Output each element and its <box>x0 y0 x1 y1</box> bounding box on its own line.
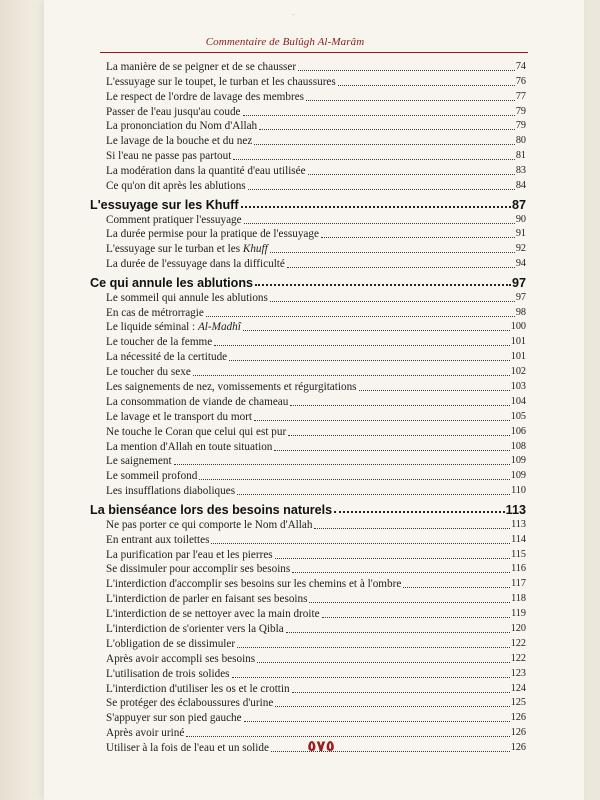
toc-entry-title <box>106 533 209 547</box>
toc-entry <box>104 439 526 454</box>
toc-entry-text: L'interdiction de s'orienter vers la Qibla <box>106 622 284 635</box>
toc-entry-text: Les saignements de nez, vomissements et régurgitations <box>106 381 357 393</box>
table-of-contents <box>90 59 526 755</box>
toc-entry-text: En cas de métrorragie <box>106 306 204 319</box>
dot-leader <box>243 115 515 116</box>
toc-entry-title <box>106 149 231 163</box>
toc-page-number: 109 <box>510 470 526 482</box>
toc-page-number: 98 <box>515 306 526 318</box>
toc-entry-text: L'interdiction de se nettoyer avec la main droite <box>106 608 320 621</box>
dot-leader <box>214 345 509 346</box>
dot-leader <box>309 602 510 603</box>
toc-page-number: 81 <box>515 150 526 162</box>
toc-entry-title <box>106 548 273 562</box>
toc-entry-text: S'appuyer sur son pied gauche <box>106 712 242 725</box>
toc-entry-text: La modération dans la quantité d'eau utilisée <box>106 165 306 178</box>
toc-entry-title <box>106 622 284 636</box>
toc-page-number: 113 <box>511 518 526 530</box>
toc-page-number: 101 <box>510 351 526 363</box>
dot-leader <box>244 721 510 722</box>
toc-entry-text: Le saignement <box>106 455 172 468</box>
toc-entry-title <box>106 711 242 725</box>
toc-entry-title <box>90 198 239 212</box>
dot-leader <box>229 360 510 361</box>
toc-entry-title <box>106 637 235 651</box>
toc-entry-text: L'obligation de se dissimuler <box>106 637 236 650</box>
dot-leader <box>254 144 515 145</box>
dot-leader <box>288 435 510 436</box>
toc-entry-text: L'essuyage sur le toupet, le turban et les chaussures <box>106 75 336 88</box>
dot-leader <box>211 543 510 544</box>
dot-leader <box>232 677 510 678</box>
toc-entry-text: Le toucher de la femme <box>106 336 213 349</box>
toc-entry <box>104 454 526 469</box>
toc-entry-title <box>106 90 304 104</box>
toc-page-number: 101 <box>510 336 526 348</box>
toc-entry-title <box>106 395 288 409</box>
dot-leader <box>334 511 505 513</box>
toc-page-number: 125 <box>510 697 526 709</box>
toc-entry <box>104 256 526 271</box>
toc-entry-title <box>106 682 290 696</box>
toc-page-number: 119 <box>511 608 526 620</box>
dot-leader <box>270 301 515 302</box>
toc-entry-text: Le respect de l'ordre de lavage des membres <box>106 90 305 103</box>
dot-leader <box>270 252 515 253</box>
toc-entry-text: Le toucher du sexe <box>106 366 191 379</box>
book-gutter <box>0 0 44 800</box>
toc-page-number: 77 <box>515 90 526 102</box>
dot-leader <box>233 159 514 160</box>
toc-entry-title <box>106 607 320 621</box>
toc-entry-title <box>106 562 290 576</box>
toc-entry-text: La consommation de viande de chameau <box>106 395 289 408</box>
toc-entry <box>104 379 526 394</box>
toc-entry-text: La purification par l'eau et les pierres <box>106 548 273 561</box>
toc-entry-text: Le lavage et le transport du mort <box>106 410 253 423</box>
toc-entry-text: Les insufflations diaboliques <box>106 485 236 498</box>
toc-entry-title <box>106 335 212 349</box>
toc-entry <box>104 681 526 696</box>
toc-entry-title <box>106 410 252 424</box>
toc-entry-title <box>90 503 332 517</box>
toc-entry <box>104 364 526 379</box>
toc-entry-italic-term: Al-Madhî <box>197 321 241 334</box>
toc-entry-title <box>106 518 312 532</box>
toc-entry-title <box>106 667 230 681</box>
toc-page-number: 79 <box>515 105 526 117</box>
toc-section-heading <box>90 193 526 212</box>
toc-entry-title <box>106 179 246 193</box>
toc-entry-title <box>106 134 252 148</box>
toc-entry-text: L'interdiction d'accomplir ses besoins sur les chemins et à l'ombre <box>106 578 402 591</box>
toc-entry <box>104 517 526 532</box>
toc-entry-title <box>106 164 306 178</box>
dot-leader <box>308 174 515 175</box>
toc-page-number: 115 <box>511 548 526 560</box>
toc-entry-text: L'interdiction d'utiliser les os et le crottin <box>106 682 290 695</box>
toc-page-number: 120 <box>510 622 526 634</box>
toc-entry <box>104 424 526 439</box>
toc-entry <box>104 178 526 193</box>
toc-page-number: 116 <box>511 563 526 575</box>
toc-page-number: 87 <box>511 197 526 212</box>
toc-page-number: 109 <box>510 455 526 467</box>
dot-leader <box>275 558 510 559</box>
toc-page-number: 90 <box>515 213 526 225</box>
toc-entry-text: La nécessité de la certitude <box>106 351 228 364</box>
toc-section-heading <box>90 498 526 517</box>
toc-page-number: 118 <box>511 593 526 605</box>
toc-page-number: 83 <box>515 165 526 177</box>
toc-entry-text: Le liquide séminal : <box>106 321 198 334</box>
toc-page-number: 126 <box>510 727 526 739</box>
toc-entry-text: Après avoir uriné <box>106 727 185 740</box>
dot-leader <box>321 237 515 238</box>
toc-entry-title <box>106 380 357 394</box>
toc-entry-title <box>106 105 241 119</box>
dot-leader <box>241 206 511 208</box>
toc-entry <box>104 241 526 256</box>
toc-page-number: 105 <box>510 410 526 422</box>
toc-entry-text: Si l'eau ne passe pas partout <box>106 150 232 163</box>
toc-entry <box>104 212 526 227</box>
dot-leader <box>286 632 510 633</box>
dot-leader <box>292 692 510 693</box>
toc-entry <box>104 394 526 409</box>
dot-leader <box>237 494 510 495</box>
dot-leader <box>275 706 509 707</box>
dot-leader <box>298 70 515 71</box>
header-rule <box>100 52 528 53</box>
toc-entry <box>104 621 526 636</box>
toc-entry-title <box>106 257 285 271</box>
toc-entry <box>104 305 526 320</box>
toc-entry-title <box>106 440 272 454</box>
toc-entry <box>104 89 526 104</box>
toc-page-number: 102 <box>510 366 526 378</box>
toc-entry-title <box>106 119 257 133</box>
toc-entry <box>104 227 526 242</box>
toc-entry <box>104 59 526 74</box>
toc-entry <box>104 606 526 621</box>
dot-leader <box>206 316 515 317</box>
dot-leader <box>199 479 509 480</box>
toc-entry-text: Le sommeil profond <box>106 470 198 483</box>
toc-section-heading <box>90 271 526 290</box>
toc-entry <box>104 119 526 134</box>
toc-entry-title <box>106 227 319 241</box>
toc-page-number: 79 <box>515 120 526 132</box>
toc-page-number: 117 <box>511 578 526 590</box>
toc-entry-text: L'utilisation de trois solides <box>106 667 230 680</box>
toc-entry-title <box>106 652 255 666</box>
toc-entry <box>104 591 526 606</box>
toc-entry <box>104 483 526 498</box>
toc-entry-text: Après avoir accompli ses besoins <box>106 652 256 665</box>
toc-entry-text: Utiliser à la fois de l'eau et un solide <box>106 742 269 755</box>
toc-entry <box>104 636 526 651</box>
toc-page-number: 114 <box>511 533 526 545</box>
toc-entry <box>104 696 526 711</box>
dot-leader <box>274 450 509 451</box>
toc-entry-text: L'interdiction de parler en faisant ses besoins <box>106 593 308 606</box>
toc-entry-title <box>106 469 197 483</box>
dot-leader <box>257 662 510 663</box>
dot-leader <box>237 647 510 648</box>
dot-leader <box>174 464 510 465</box>
toc-entry-text: Ce qu'on dit après les ablutions <box>106 180 246 193</box>
toc-entry <box>104 334 526 349</box>
dot-leader <box>193 375 510 376</box>
dot-leader <box>314 528 510 529</box>
toc-page-number: 123 <box>510 667 526 679</box>
toc-page-number: 126 <box>510 712 526 724</box>
toc-page-number: 106 <box>510 425 526 437</box>
toc-entry <box>104 104 526 119</box>
toc-entry-text: La manière de se peigner et de se chausser <box>106 60 297 73</box>
toc-entry-text: La durée permise pour la pratique de l'essuyage <box>106 228 319 241</box>
toc-entry-text: La bienséance lors des besoins naturels <box>90 502 333 517</box>
toc-entry-title <box>106 454 172 468</box>
toc-entry-title <box>106 425 286 439</box>
toc-entry <box>104 532 526 547</box>
page-number: ٥٧٥ <box>307 737 335 755</box>
toc-entry-italic-term: Khuff <box>242 243 268 256</box>
toc-entry <box>104 290 526 305</box>
toc-entry-title <box>106 592 307 606</box>
toc-page-number: 122 <box>510 637 526 649</box>
toc-entry <box>104 349 526 364</box>
toc-entry <box>104 651 526 666</box>
toc-entry-title <box>106 365 191 379</box>
toc-entry-text: Le lavage de la bouche et du nez <box>106 135 253 148</box>
toc-entry-title <box>106 242 268 256</box>
toc-entry <box>104 133 526 148</box>
dot-leader <box>254 420 510 421</box>
dot-leader <box>186 736 509 737</box>
dot-leader <box>259 129 515 130</box>
dot-leader <box>338 85 515 86</box>
dot-leader <box>403 587 510 588</box>
toc-entry-text: Passer de l'eau jusqu'au coude <box>106 105 241 118</box>
toc-entry-text: Ne touche le Coran que celui qui est pur <box>106 425 287 438</box>
toc-entry-text: L'essuyage sur les Khuff <box>90 197 239 212</box>
toc-page-number: 97 <box>511 275 526 290</box>
toc-page-number: 91 <box>515 228 526 240</box>
toc-entry-title <box>106 741 269 755</box>
dot-leader <box>244 223 515 224</box>
toc-entry-text: En entrant aux toilettes <box>106 533 210 546</box>
dot-leader <box>290 405 509 406</box>
toc-page-number: 97 <box>515 291 526 303</box>
toc-entry <box>104 468 526 483</box>
toc-entry-title <box>106 696 273 710</box>
top-mark: - <box>292 10 295 19</box>
toc-page-number: 104 <box>510 395 526 407</box>
toc-entry-text: La durée de l'essuyage dans la difficulté <box>106 258 285 271</box>
toc-entry-title <box>106 291 268 305</box>
toc-page-number: 76 <box>515 75 526 87</box>
toc-entry-text: L'essuyage sur le turban et les <box>106 243 243 256</box>
toc-entry-text: La mention d'Allah en toute situation <box>106 440 273 453</box>
toc-entry-text: Comment pratiquer l'essuyage <box>106 213 242 226</box>
toc-entry-text: Se protéger des éclaboussures d'urine <box>106 697 274 710</box>
toc-entry-text: Se dissimuler pour accomplir ses besoins <box>106 563 291 576</box>
toc-page-number: 80 <box>515 135 526 147</box>
toc-entry <box>104 148 526 163</box>
toc-page-number: 126 <box>510 742 526 754</box>
toc-page-number: 124 <box>510 682 526 694</box>
dot-leader <box>306 100 515 101</box>
dot-leader <box>248 189 515 190</box>
toc-page-number: 103 <box>510 381 526 392</box>
running-head: Commentaire de Bulûgh Al-Marâm <box>205 36 365 48</box>
toc-entry <box>104 74 526 89</box>
toc-entry-text: Ne pas porter ce qui comporte le Nom d'Allah <box>106 518 313 531</box>
toc-entry-title <box>106 350 227 364</box>
toc-entry-title <box>106 75 336 89</box>
toc-page-number: 92 <box>515 243 526 255</box>
toc-entry-text: La prononciation du Nom d'Allah <box>106 120 258 133</box>
toc-page-number: 74 <box>515 60 526 72</box>
dot-leader <box>322 617 511 618</box>
toc-page-number: 122 <box>510 652 526 664</box>
dot-leader <box>255 284 511 286</box>
dot-leader <box>292 572 510 573</box>
toc-entry <box>104 320 526 335</box>
toc-entry <box>104 409 526 424</box>
toc-entry-title <box>106 213 242 227</box>
toc-entry <box>104 576 526 591</box>
dot-leader <box>359 390 510 391</box>
toc-page-number: 113 <box>505 502 526 517</box>
toc-entry <box>104 547 526 562</box>
toc-entry <box>104 666 526 681</box>
toc-entry <box>104 562 526 577</box>
toc-page-number: 108 <box>510 440 526 452</box>
toc-page-number: 100 <box>510 321 526 333</box>
toc-entry <box>104 710 526 725</box>
toc-page-number: 94 <box>515 258 526 270</box>
toc-entry-title <box>90 276 253 290</box>
dot-leader <box>287 267 515 268</box>
toc-entry-title <box>106 306 204 320</box>
toc-entry-title <box>106 320 241 334</box>
toc-entry-text: Ce qui annule les ablutions <box>90 275 254 290</box>
toc-entry-text: Le sommeil qui annule les ablutions <box>106 291 268 304</box>
toc-entry-title <box>106 60 296 74</box>
toc-entry-title <box>106 726 184 740</box>
toc-entry-title <box>106 484 235 498</box>
dot-leader <box>243 330 510 331</box>
toc-entry <box>104 163 526 178</box>
toc-entry-title <box>106 577 401 591</box>
toc-page-number: 110 <box>511 485 526 497</box>
toc-page-number: 84 <box>515 180 526 192</box>
